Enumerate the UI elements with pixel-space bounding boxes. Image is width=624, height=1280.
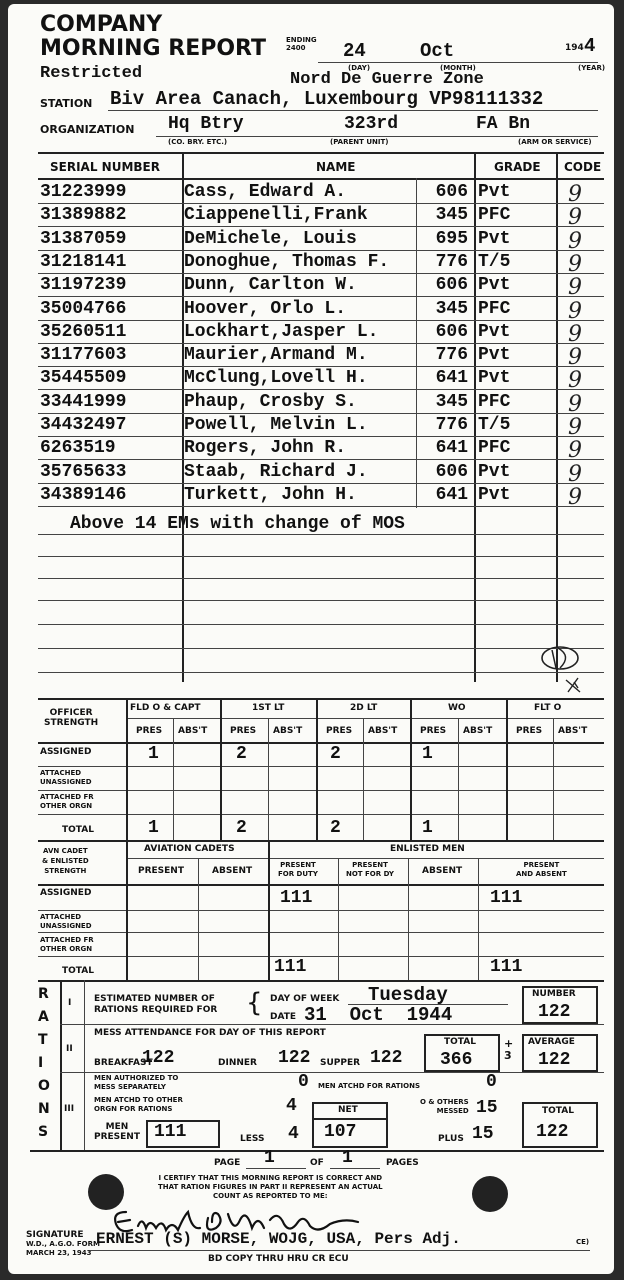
enlisted-men-header: ENLISTED MEN	[390, 844, 465, 854]
status-code: 9	[568, 182, 582, 207]
signature-label: SIGNATURE	[26, 1230, 84, 1240]
em-assigned-present-and-absent: 111	[490, 888, 523, 908]
form-title-morning-report: MORNING REPORT	[40, 36, 267, 61]
report-year: 4	[584, 35, 596, 57]
pencil-mark-scribble	[538, 640, 598, 700]
em-assigned-present-for-duty: 111	[280, 888, 313, 908]
date-label: DATE	[270, 1012, 297, 1022]
officer-assigned-fld: 1	[148, 744, 159, 764]
roman-i: I	[68, 998, 72, 1008]
officer-total-1st-lt: 2	[236, 818, 247, 838]
less-value: 4	[288, 1124, 299, 1144]
soldier-name: McClung,Lovell H.	[184, 368, 368, 388]
rations-letter: O	[38, 1078, 50, 1094]
dinner-label: DINNER	[218, 1058, 257, 1068]
soldier-name: Turkett, John H.	[184, 485, 357, 505]
row-rule	[38, 366, 604, 367]
officer-group-1st-lt: 1ST LT	[252, 703, 285, 713]
soldier-name: Rogers, John R.	[184, 438, 347, 458]
status-code: 9	[568, 299, 582, 324]
mos-code: 606	[435, 322, 468, 342]
zone-text: Nord De Guerre Zone	[290, 70, 484, 89]
rations-letter: R	[38, 986, 49, 1002]
row-rule	[38, 320, 604, 321]
header-grade: GRADE	[494, 160, 541, 174]
mess-attendance-label: MESS ATTENDANCE FOR DAY OF THIS REPORT	[94, 1028, 326, 1038]
aviation-cadets-header: AVIATION CADETS	[144, 844, 235, 854]
net-value: 107	[324, 1122, 357, 1142]
status-code: 9	[568, 462, 582, 487]
avn-present-header: PRESENT	[138, 866, 184, 876]
remark-line: Above 14 EMs with change of MOS	[70, 514, 405, 534]
row-rule	[38, 273, 604, 274]
rations-letter: A	[38, 1009, 49, 1025]
serial-number: 34389146	[40, 485, 127, 505]
grade: Pvt	[478, 368, 511, 388]
org-arm: FA Bn	[476, 114, 531, 134]
grade: Pvt	[478, 485, 511, 505]
col-pres-1: PRES	[136, 726, 163, 736]
morning-report-form	[8, 4, 614, 1274]
month-caption: (MONTH)	[440, 64, 476, 72]
men-authorized-label: MEN AUTHORIZED TO MESS SEPARATELY	[94, 1074, 179, 1091]
breakfast-value: 122	[142, 1048, 175, 1068]
em-row-label-total: TOTAL	[62, 966, 94, 976]
grade: Pvt	[478, 345, 511, 365]
report-day: 24	[343, 40, 366, 62]
final-total-value: 122	[536, 1122, 569, 1142]
serial-number: 31387059	[40, 229, 127, 249]
row-rule	[38, 296, 604, 297]
day-of-week-value: Tuesday	[368, 984, 448, 1006]
mos-code: 345	[435, 299, 468, 319]
grade: PFC	[478, 205, 511, 225]
station-value: Biv Area Canach, Luxembourg VP98111332	[110, 88, 544, 110]
roman-iii: III	[64, 1104, 75, 1114]
dinner-value: 122	[278, 1048, 311, 1068]
row-label-attached-unassigned: ATTACHED UNASSIGNED	[40, 769, 92, 786]
serial-number: 31218141	[40, 252, 127, 272]
certification-text: I CERTIFY THAT THIS MORNING REPORT IS CORRECT AND THAT RATION FIGURES IN PART II REPRESENT AN ACTUAL COUNT AS REPORTED TO ME:	[158, 1174, 383, 1200]
net-label: NET	[338, 1105, 358, 1115]
serial-number: 6263519	[40, 438, 116, 458]
grade: PFC	[478, 438, 511, 458]
men-present-label: MEN PRESENT	[94, 1122, 140, 1142]
org-unit: Hq Btry	[168, 114, 244, 134]
em-present-not-for-duty-header: PRESENT NOT FOR DY	[346, 861, 394, 878]
row-rule	[38, 343, 604, 344]
plus-value: 15	[472, 1124, 494, 1144]
status-code: 9	[568, 345, 582, 370]
officer-strength-label: OFFICER STRENGTH	[44, 708, 99, 728]
em-row-label-assigned: ASSIGNED	[40, 888, 92, 898]
mos-code: 606	[435, 182, 468, 202]
officer-assigned-wo: 1	[422, 744, 433, 764]
serial-number: 35004766	[40, 299, 127, 319]
rations-letter: I	[38, 1055, 44, 1071]
row-rule	[38, 506, 604, 507]
org-parent: 323rd	[344, 114, 399, 134]
page-number: 1	[264, 1148, 275, 1168]
rations-letter: N	[38, 1101, 50, 1117]
serial-number: 35765633	[40, 462, 127, 482]
officer-assigned-2d-lt: 2	[330, 744, 341, 764]
serial-number: 34432497	[40, 415, 127, 435]
serial-number: 35445509	[40, 368, 127, 388]
page-label: PAGE	[214, 1158, 241, 1168]
grade: Pvt	[478, 182, 511, 202]
grade: T/5	[478, 252, 511, 272]
supper-value: 122	[370, 1048, 403, 1068]
soldier-name: Lockhart,Jasper L.	[184, 322, 379, 342]
mos-code: 641	[435, 485, 468, 505]
year-caption: (YEAR)	[578, 64, 606, 72]
atchd-for-rations-label: MEN ATCHD FOR RATIONS	[318, 1082, 420, 1090]
col-pres-5: PRES	[516, 726, 543, 736]
enlisted-strength-label: AVN CADET & ENLISTED STRENGTH	[42, 847, 89, 875]
status-code: 9	[568, 205, 582, 230]
plus-label: PLUS	[438, 1134, 464, 1144]
grade: Pvt	[478, 275, 511, 295]
serial-number: 31223999	[40, 182, 127, 202]
grade: Pvt	[478, 462, 511, 482]
mos-code: 776	[435, 252, 468, 272]
col-pres-3: PRES	[326, 726, 353, 736]
col-pres-4: PRES	[420, 726, 447, 736]
organization-label: ORGANIZATION	[40, 123, 135, 136]
others-messed-label: O & OTHERS MESSED	[420, 1098, 469, 1115]
soldier-name: Maurier,Armand M.	[184, 345, 368, 365]
mess-total-value: 366	[440, 1050, 473, 1070]
col-pres-2: PRES	[230, 726, 257, 736]
others-messed-value: 15	[476, 1098, 498, 1118]
em-absent-header: ABSENT	[422, 866, 463, 876]
men-authorized-value: 0	[298, 1072, 309, 1092]
row-rule	[38, 483, 604, 484]
form-date: MARCH 23, 1943	[26, 1249, 92, 1257]
em-row-label-attached-unassigned: ATTACHED UNASSIGNED	[40, 913, 92, 930]
mos-code: 345	[435, 205, 468, 225]
soldier-name: Donoghue, Thomas F.	[184, 252, 390, 272]
mos-code: 606	[435, 462, 468, 482]
mos-code: 641	[435, 368, 468, 388]
atchd-other-orgn-label: MEN ATCHD TO OTHER ORGN FOR RATIONS	[94, 1096, 183, 1113]
col-abst-3: ABS'T	[368, 726, 398, 736]
em-present-for-duty-header: PRESENT FOR DUTY	[278, 861, 318, 878]
divide-symbol: + 3	[504, 1037, 514, 1062]
ration-number-value: 122	[538, 1002, 571, 1022]
header-code: CODE	[564, 160, 602, 174]
mos-code: 776	[435, 345, 468, 365]
status-code: 9	[568, 392, 582, 417]
mos-code: 345	[435, 392, 468, 412]
status-code: 9	[568, 229, 582, 254]
roman-ii: II	[66, 1044, 73, 1054]
mos-code: 776	[435, 415, 468, 435]
report-month: Oct	[420, 40, 455, 62]
status-code: 9	[568, 368, 582, 393]
men-present-value: 111	[154, 1122, 187, 1142]
grade: PFC	[478, 392, 511, 412]
status-code: 9	[568, 415, 582, 440]
supper-label: SUPPER	[320, 1058, 361, 1068]
soldier-name: Phaup, Crosby S.	[184, 392, 357, 412]
org-caption-unit: (CO. BRY. ETC.)	[168, 138, 228, 146]
serial-number: 31197239	[40, 275, 127, 295]
row-rule	[38, 203, 604, 204]
avn-absent-header: ABSENT	[212, 866, 253, 876]
officer-total-2d-lt: 2	[330, 818, 341, 838]
soldier-name: DeMichele, Louis	[184, 229, 357, 249]
rations-letter: T	[38, 1032, 48, 1048]
status-code: 9	[568, 322, 582, 347]
restricted-stamp: Restricted	[40, 64, 143, 83]
less-label: LESS	[240, 1134, 265, 1144]
soldier-name: Cass, Edward A.	[184, 182, 347, 202]
final-total-label: TOTAL	[542, 1106, 574, 1116]
soldier-name: Powell, Melvin L.	[184, 415, 368, 435]
row-rule	[38, 226, 604, 227]
col-abst-2: ABS'T	[273, 726, 303, 736]
signer-name: ERNEST (S) MORSE, WOJG, USA, Pers Adj.	[96, 1230, 461, 1248]
day-of-week-label: DAY OF WEEK	[270, 994, 340, 1004]
report-year-prefix: 194	[565, 43, 584, 53]
officer-total-wo: 1	[422, 818, 433, 838]
em-row-label-attached-other: ATTACHED FR OTHER ORGN	[40, 936, 94, 953]
officer-group-flt-o: FLT O	[534, 703, 562, 713]
em-total-present-and-absent: 111	[490, 957, 523, 977]
grade: PFC	[478, 299, 511, 319]
curly-brace: {	[246, 988, 263, 1018]
org-caption-arm: (ARM OR SERVICE)	[518, 138, 592, 146]
ration-number-label: NUMBER	[532, 989, 576, 999]
atchd-other-orgn-value: 4	[286, 1096, 297, 1116]
row-label-total: TOTAL	[62, 825, 94, 835]
ending-label: ENDING 2400	[286, 36, 317, 52]
soldier-name: Ciappenelli,Frank	[184, 205, 368, 225]
em-present-and-absent-header: PRESENT AND ABSENT	[516, 861, 567, 878]
row-label-assigned: ASSIGNED	[40, 747, 92, 757]
soldier-name: Dunn, Carlton W.	[184, 275, 357, 295]
signer-note: CE)	[576, 1238, 590, 1246]
serial-number: 31177603	[40, 345, 127, 365]
serial-number: 31389882	[40, 205, 127, 225]
status-code: 9	[568, 275, 582, 300]
mos-code: 606	[435, 275, 468, 295]
header-name: NAME	[316, 160, 356, 174]
row-rule	[38, 459, 604, 460]
estimated-rations-label: ESTIMATED NUMBER OF RATIONS REQUIRED FOR	[94, 994, 218, 1015]
form-title-company: COMPANY	[40, 12, 163, 37]
punch-hole-right	[472, 1176, 508, 1212]
ration-date-value: 31 Oct 1944	[304, 1004, 453, 1026]
status-code: 9	[568, 438, 582, 463]
serial-number: 33441999	[40, 392, 127, 412]
soldier-name: Staab, Richard J.	[184, 462, 368, 482]
row-rule	[38, 436, 604, 437]
grade: Pvt	[478, 322, 511, 342]
officer-group-2d-lt: 2D LT	[350, 703, 378, 713]
row-rule	[38, 389, 604, 390]
serial-number: 35260511	[40, 322, 127, 342]
col-abst-1: ABS'T	[178, 726, 208, 736]
mos-code: 641	[435, 438, 468, 458]
grade: T/5	[478, 415, 511, 435]
mess-average-value: 122	[538, 1050, 571, 1070]
row-label-attached-other: ATTACHED FR OTHER ORGN	[40, 793, 94, 810]
row-rule	[38, 250, 604, 251]
header-serial-number: SERIAL NUMBER	[50, 160, 160, 174]
breakfast-label: BREAKFAST	[94, 1058, 153, 1068]
of-label: OF	[310, 1158, 324, 1168]
officer-assigned-1st-lt: 2	[236, 744, 247, 764]
status-code: 9	[568, 485, 582, 510]
mess-total-label: TOTAL	[444, 1037, 476, 1047]
soldier-name: Hoover, Orlo L.	[184, 299, 347, 319]
col-abst-5: ABS'T	[558, 726, 588, 736]
status-code: 9	[568, 252, 582, 277]
form-number: W.D., A.G.O. FORM	[26, 1240, 100, 1248]
officer-total-fld: 1	[148, 818, 159, 838]
grade: Pvt	[478, 229, 511, 249]
officer-group-wo: WO	[448, 703, 466, 713]
row-rule	[38, 413, 604, 414]
mos-code: 695	[435, 229, 468, 249]
col-abst-4: ABS'T	[463, 726, 493, 736]
page-count: 1	[342, 1148, 353, 1168]
officer-group-fld-o-capt: FLD O & CAPT	[130, 703, 201, 713]
org-caption-parent: (PARENT UNIT)	[330, 138, 389, 146]
day-caption: (DAY)	[348, 64, 371, 72]
atchd-for-rations-value: 0	[486, 1072, 497, 1092]
station-label: STATION	[40, 97, 93, 110]
pages-label: PAGES	[386, 1158, 419, 1168]
rations-letter: S	[38, 1124, 49, 1140]
em-total-present-for-duty: 111	[274, 957, 307, 977]
copy-line: BD COPY THRU HRU CR ECU	[208, 1254, 349, 1264]
mess-average-label: AVERAGE	[528, 1037, 575, 1047]
